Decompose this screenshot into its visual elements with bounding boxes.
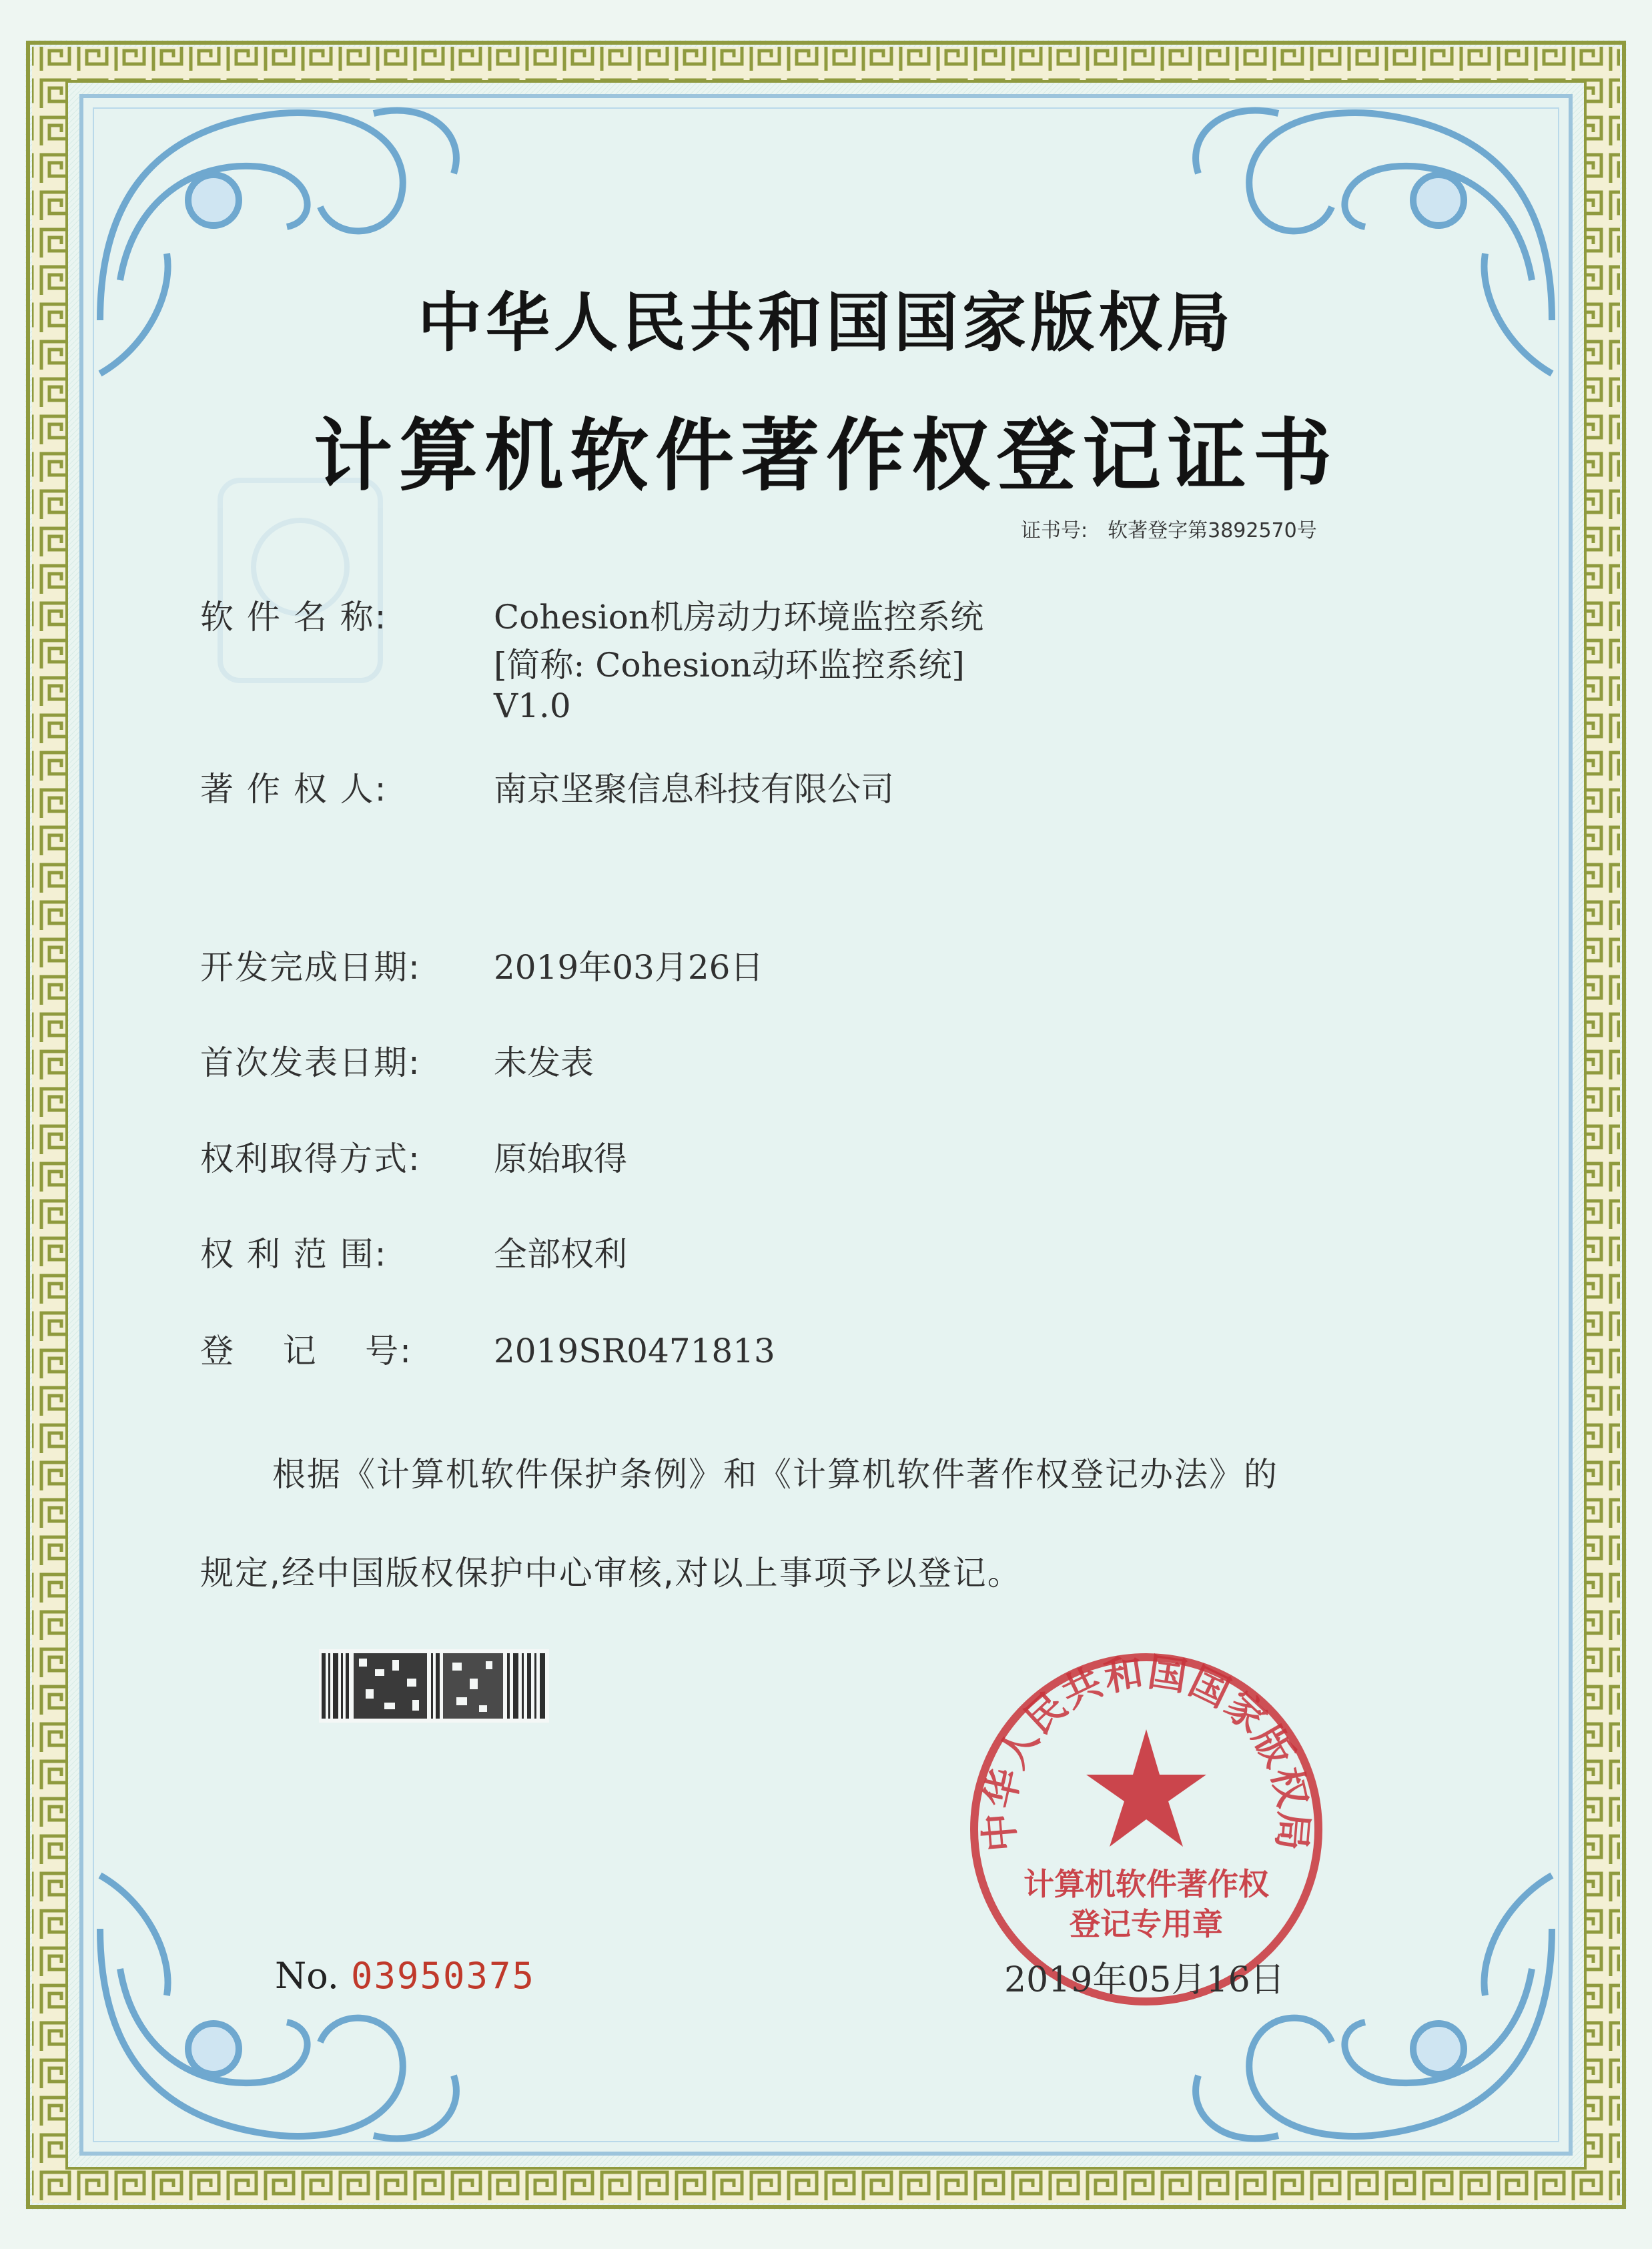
- certificate-title: 计算机软件著作权登记证书: [313, 409, 1338, 502]
- issuing-authority-title: 中华人民共和国国家版权局: [418, 286, 1234, 360]
- registration-number-label: 登 记 号:: [200, 1332, 412, 1370]
- seal-center-line-2: 登记专用章: [1070, 1906, 1223, 1942]
- acquisition-method-label: 权利取得方式:: [200, 1140, 421, 1178]
- certificate-number-value: 软著登字第3892570号: [1108, 519, 1317, 542]
- statement-line-1: 根据《计算机软件保护条例》和《计算机软件著作权登记办法》的: [272, 1455, 1278, 1494]
- field-registration-number: [200, 1324, 775, 1372]
- seal-center-line-1: 计算机软件著作权: [1023, 1866, 1269, 1902]
- software-short-name: [简称: Cohesion动环监控系统]: [494, 646, 965, 685]
- first-publication-date-label: 首次发表日期:: [200, 1043, 421, 1082]
- software-version: V1.0: [494, 687, 571, 725]
- field-copyright-owner: [200, 763, 894, 811]
- certificate-number-label: 证书号:: [1021, 519, 1088, 542]
- software-name-value: Cohesion机房动力环境监控系统: [494, 598, 984, 636]
- certificate-serial: [275, 1955, 535, 1997]
- field-first-publication-date: [200, 1036, 594, 1084]
- acquisition-method-value: 原始取得: [494, 1140, 627, 1178]
- seal-star-icon: [1086, 1729, 1206, 1847]
- field-completion-date: [200, 941, 764, 989]
- certificate-number: [1021, 514, 1317, 543]
- copyright-owner-value: 南京坚聚信息科技有限公司: [494, 770, 894, 809]
- serial-number: 03950375: [350, 1955, 536, 1997]
- rights-scope-label: 权 利 范 围:: [200, 1235, 388, 1274]
- completion-date-value: 2019年03月26日: [494, 948, 764, 987]
- field-rights-scope: [200, 1228, 627, 1276]
- completion-date-label: 开发完成日期:: [200, 948, 421, 987]
- field-acquisition-method: [200, 1132, 627, 1180]
- issue-date: 2019年05月16日: [1004, 1960, 1285, 2000]
- statement-line-2: 规定,经中国版权保护中心审核,对以上事项予以登记。: [200, 1554, 1022, 1593]
- copyright-owner-label: 著 作 权 人:: [200, 770, 388, 809]
- field-software-name: [200, 590, 983, 638]
- registration-number-value: 2019SR0471813: [494, 1332, 775, 1370]
- serial-label: No.: [275, 1955, 339, 1997]
- first-publication-date-value: 未发表: [494, 1043, 594, 1082]
- seal-ring-text: 中华人民共和国国家版权局: [975, 1649, 1317, 1854]
- software-name-label: 软 件 名 称:: [200, 598, 388, 636]
- rights-scope-value: 全部权利: [494, 1235, 627, 1274]
- barcode: [319, 1649, 549, 1723]
